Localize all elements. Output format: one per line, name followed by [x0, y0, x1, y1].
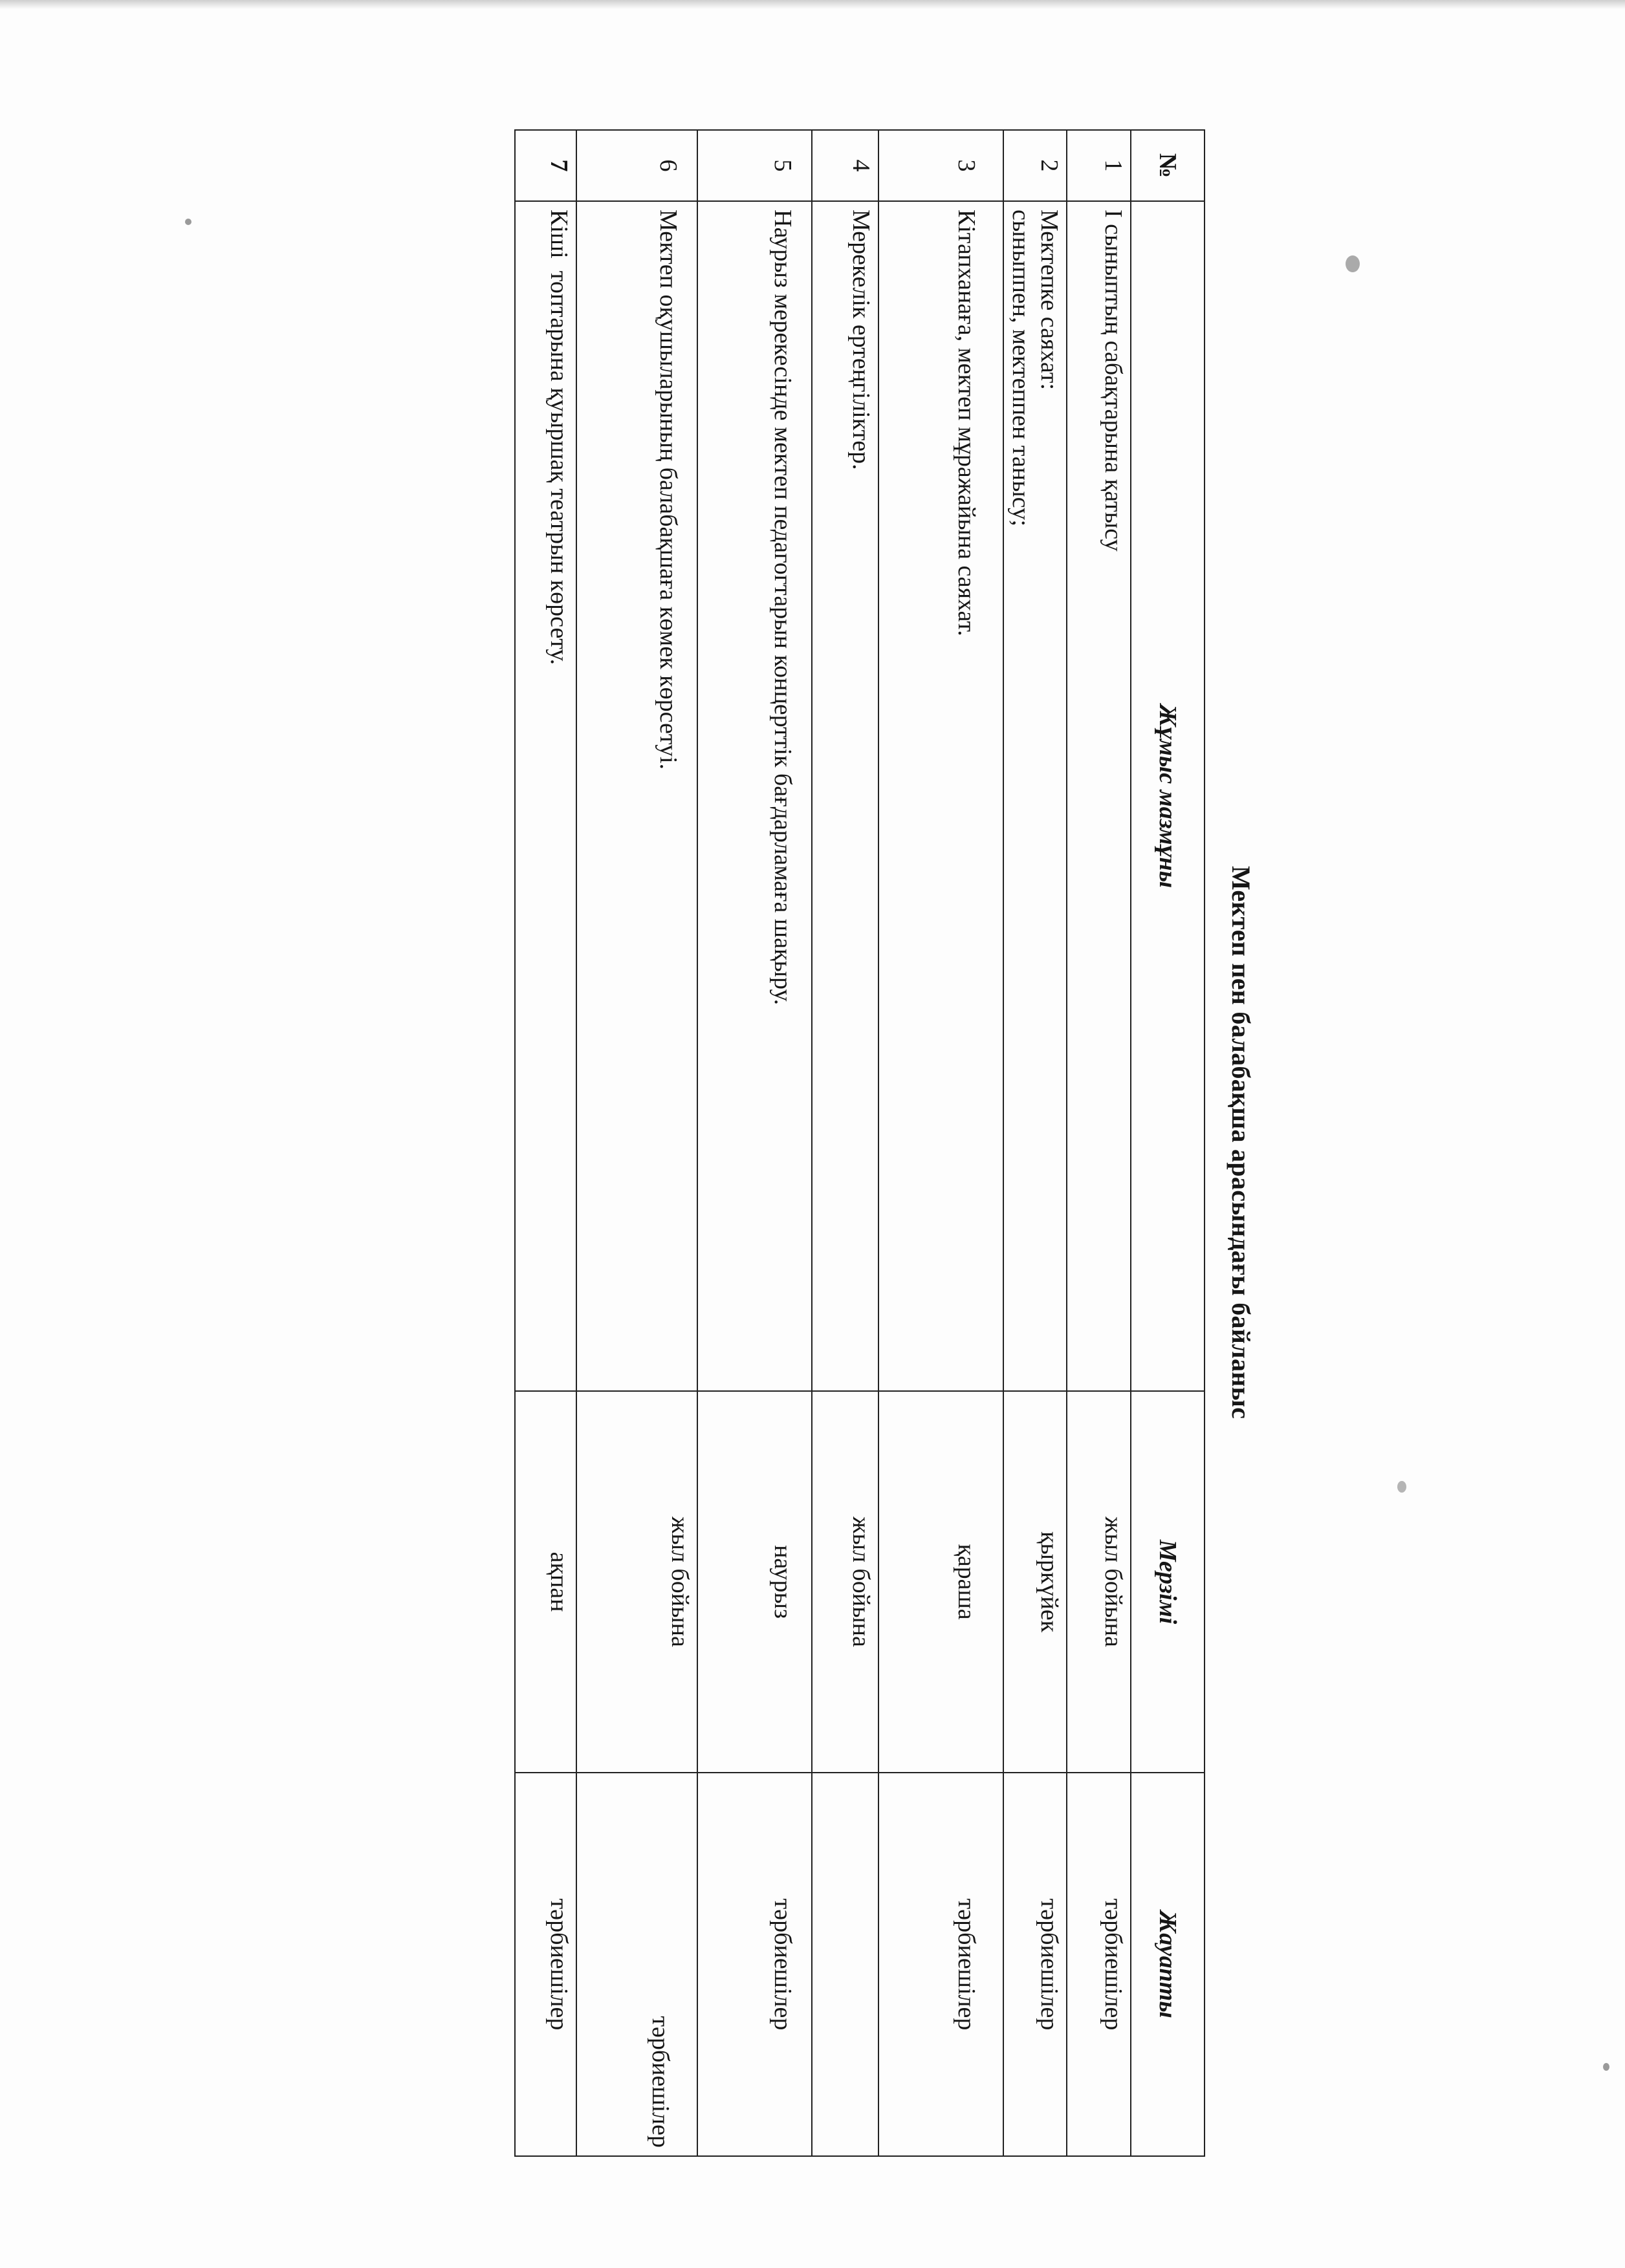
row-number: 5 [697, 130, 812, 201]
row-responsible: тәрбиешілер [697, 1773, 812, 2156]
table-row [812, 130, 878, 2156]
document-title: Мектеп пен балабақша арасындағы байланыс [1227, 865, 1256, 1420]
row-responsible [812, 1773, 878, 2156]
row-number: 7 [515, 130, 576, 201]
row-content [1067, 201, 1131, 1391]
row-term: жыл бойына [1067, 1391, 1131, 1773]
scan-speck [1603, 2063, 1609, 2071]
activity-plan-table [514, 129, 1205, 2157]
header-responsible: Жауапты [1131, 1773, 1205, 2156]
row-content [1003, 201, 1067, 1391]
row-content-line: Мерекелік ертеңгіліктер. [847, 210, 875, 470]
row-content-line: Мектепке саяхат: [1036, 210, 1063, 391]
row-number: 6 [576, 130, 697, 201]
row-content-line: Наурыз мерекесінде мектеп педагогтарын концерттік бағдарламаға шақыру. [769, 210, 796, 1006]
row-content-line: Мектеп оқушыларының балабақшаға көмек көрсетуі. [654, 210, 682, 770]
scan-speck [1397, 1481, 1406, 1493]
scan-speck [1346, 255, 1360, 272]
row-term: ақпан [515, 1391, 576, 1773]
row-content [878, 201, 1003, 1391]
row-content [515, 201, 576, 1391]
table-row [576, 130, 697, 2156]
scan-top-edge [0, 0, 1625, 9]
table-header-row [1131, 130, 1205, 2156]
row-content [697, 201, 812, 1391]
row-number: 3 [878, 130, 1003, 201]
header-term: Мерзімі [1131, 1391, 1205, 1773]
row-term: қараша [878, 1391, 1003, 1773]
row-term: жыл бойына [576, 1391, 697, 1773]
row-responsible: тәрбиешілер [576, 1773, 697, 2156]
row-responsible: тәрбиешілер [1067, 1773, 1131, 2156]
table-row [515, 130, 576, 2156]
row-content-line: І сыныптың сабақтарына қатысу [1100, 210, 1127, 552]
landscape-content [514, 129, 1276, 2155]
table-row [878, 130, 1003, 2156]
rotated-content-frame [514, 129, 1276, 2155]
row-content [812, 201, 878, 1391]
row-content-line: Кітапханаға, мектеп мұражайына саяхат. [952, 210, 980, 636]
row-responsible: тәрбиешілер [1003, 1773, 1067, 2156]
row-responsible: тәрбиешілер [878, 1773, 1003, 2156]
row-term: жыл бойына [812, 1391, 878, 1773]
row-term: наурыз [697, 1391, 812, 1773]
row-content [576, 201, 697, 1391]
row-number: 4 [812, 130, 878, 201]
row-content-line: сыныппен, мектеппен танысу; [1007, 210, 1035, 527]
scan-speck [185, 219, 191, 225]
header-content: Жұмыс мазмұны [1131, 201, 1205, 1391]
table-row [1003, 130, 1067, 2156]
row-responsible: тәрбиешілер [515, 1773, 576, 2156]
row-term: қыркүйек [1003, 1391, 1067, 1773]
row-number: 1 [1067, 130, 1131, 201]
row-number: 2 [1003, 130, 1067, 201]
header-number: № [1131, 130, 1205, 201]
table-row [1067, 130, 1131, 2156]
table-row [697, 130, 812, 2156]
row-content-line: Кіші топтарына қуыршақ театрын көрсету. [545, 210, 573, 665]
